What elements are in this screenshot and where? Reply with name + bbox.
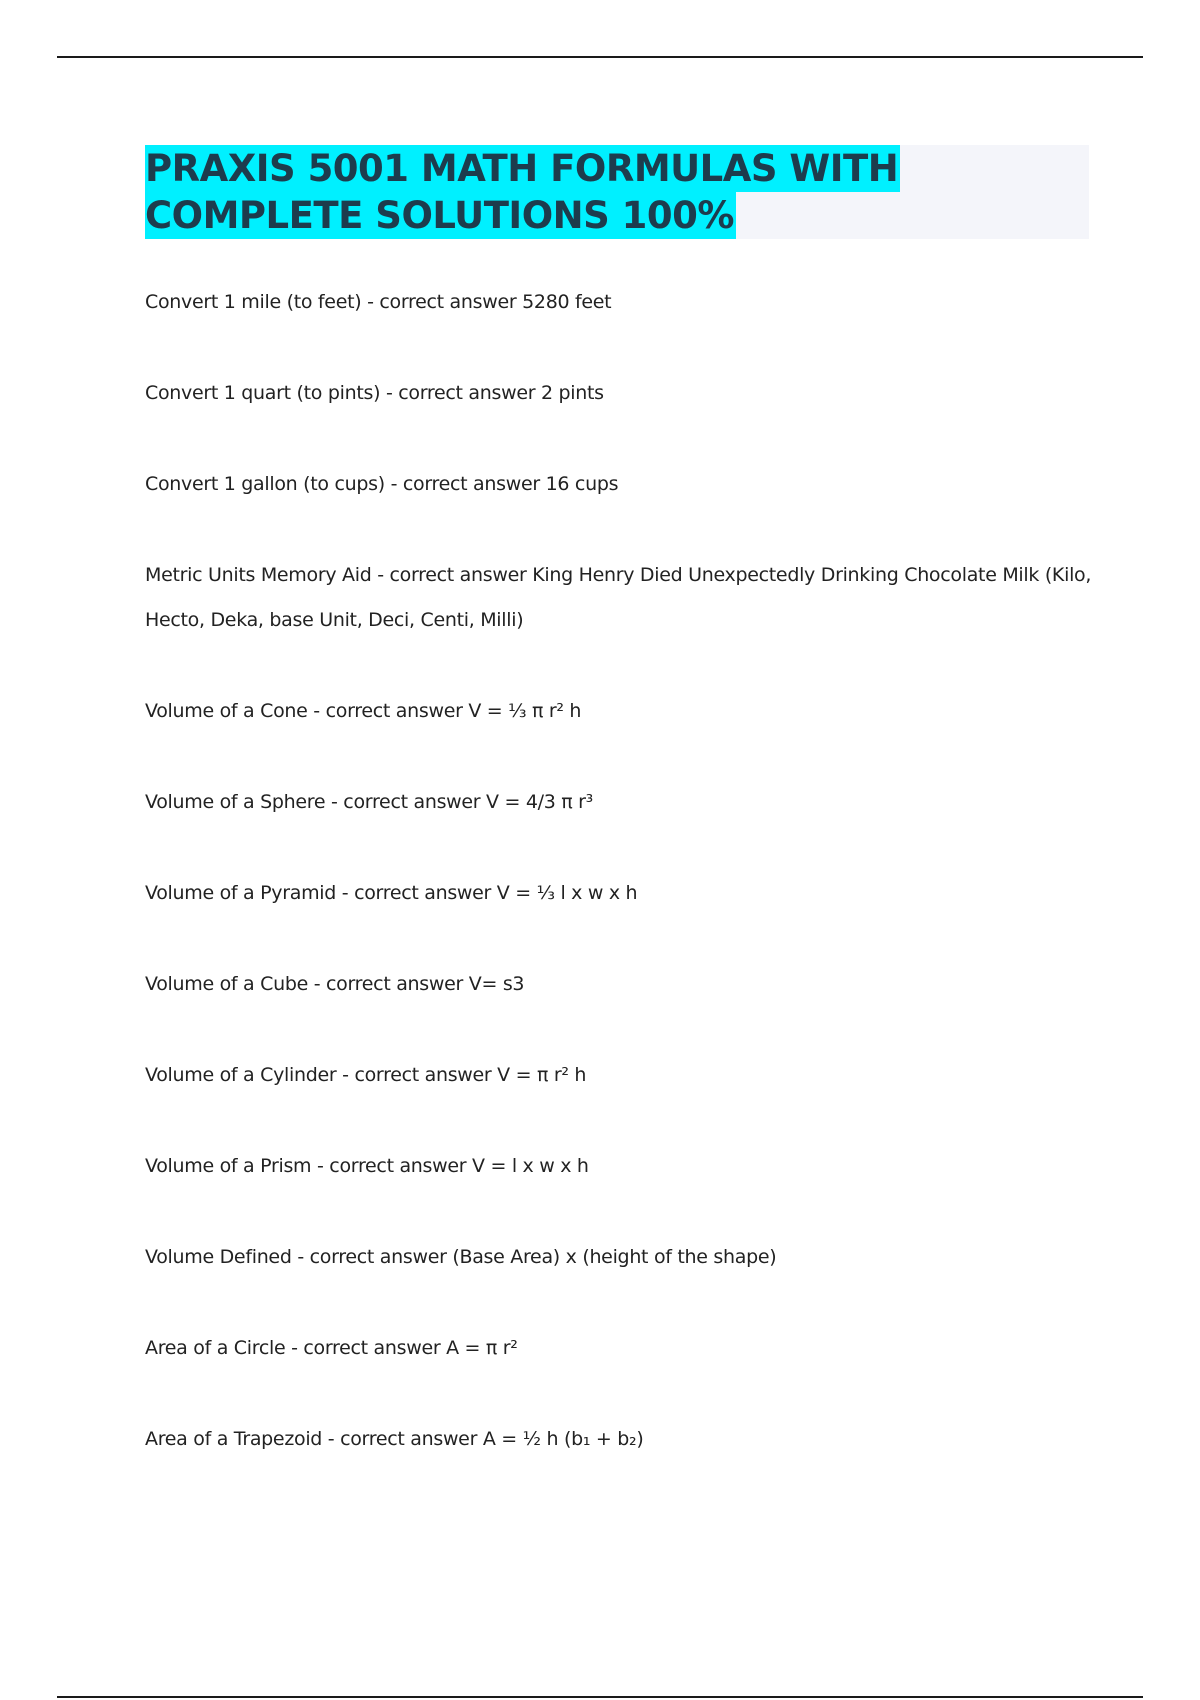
qa-list — [145, 280, 1095, 1508]
document-title-line-2: COMPLETE SOLUTIONS 100% — [145, 194, 734, 237]
qa-item-volume-cylinder: Volume of a Cylinder - correct answer V = π r² h — [145, 1064, 587, 1086]
qa-item-metric-memory-aid: Metric Units Memory Aid - correct answer King Henry Died Unexpectedly Drinking Chocolate Milk (Kilo, Hecto, Deka, base Unit, Deci, Centi, Milli) — [145, 564, 1092, 631]
top-rule — [57, 56, 1143, 58]
qa-item-mile-to-feet: Convert 1 mile (to feet) - correct answer 5280 feet — [145, 291, 612, 313]
qa-item-volume-pyramid: Volume of a Pyramid - correct answer V = ⅓ l x w x h — [145, 882, 638, 904]
qa-item-volume-prism: Volume of a Prism - correct answer V = l x w x h — [145, 1155, 589, 1177]
bottom-rule — [57, 1696, 1143, 1698]
qa-item-volume-defined: Volume Defined - correct answer (Base Area) x (height of the shape) — [145, 1246, 777, 1268]
qa-item-volume-cone: Volume of a Cone - correct answer V = ⅓ π r² h — [145, 700, 582, 722]
qa-item-quart-to-pints: Convert 1 quart (to pints) - correct answer 2 pints — [145, 382, 604, 404]
qa-item-volume-cube: Volume of a Cube - correct answer V= s3 — [145, 973, 525, 995]
qa-item-gallon-to-cups: Convert 1 gallon (to cups) - correct answer 16 cups — [145, 473, 619, 495]
document-title-line-1: PRAXIS 5001 MATH FORMULAS WITH — [145, 147, 899, 190]
qa-item-volume-sphere: Volume of a Sphere - correct answer V = 4/3 π r³ — [145, 791, 593, 813]
qa-item-area-trapezoid: Area of a Trapezoid - correct answer A = ½ h (b₁ + b₂) — [145, 1428, 644, 1450]
qa-item-area-circle: Area of a Circle - correct answer A = π r² — [145, 1337, 518, 1359]
